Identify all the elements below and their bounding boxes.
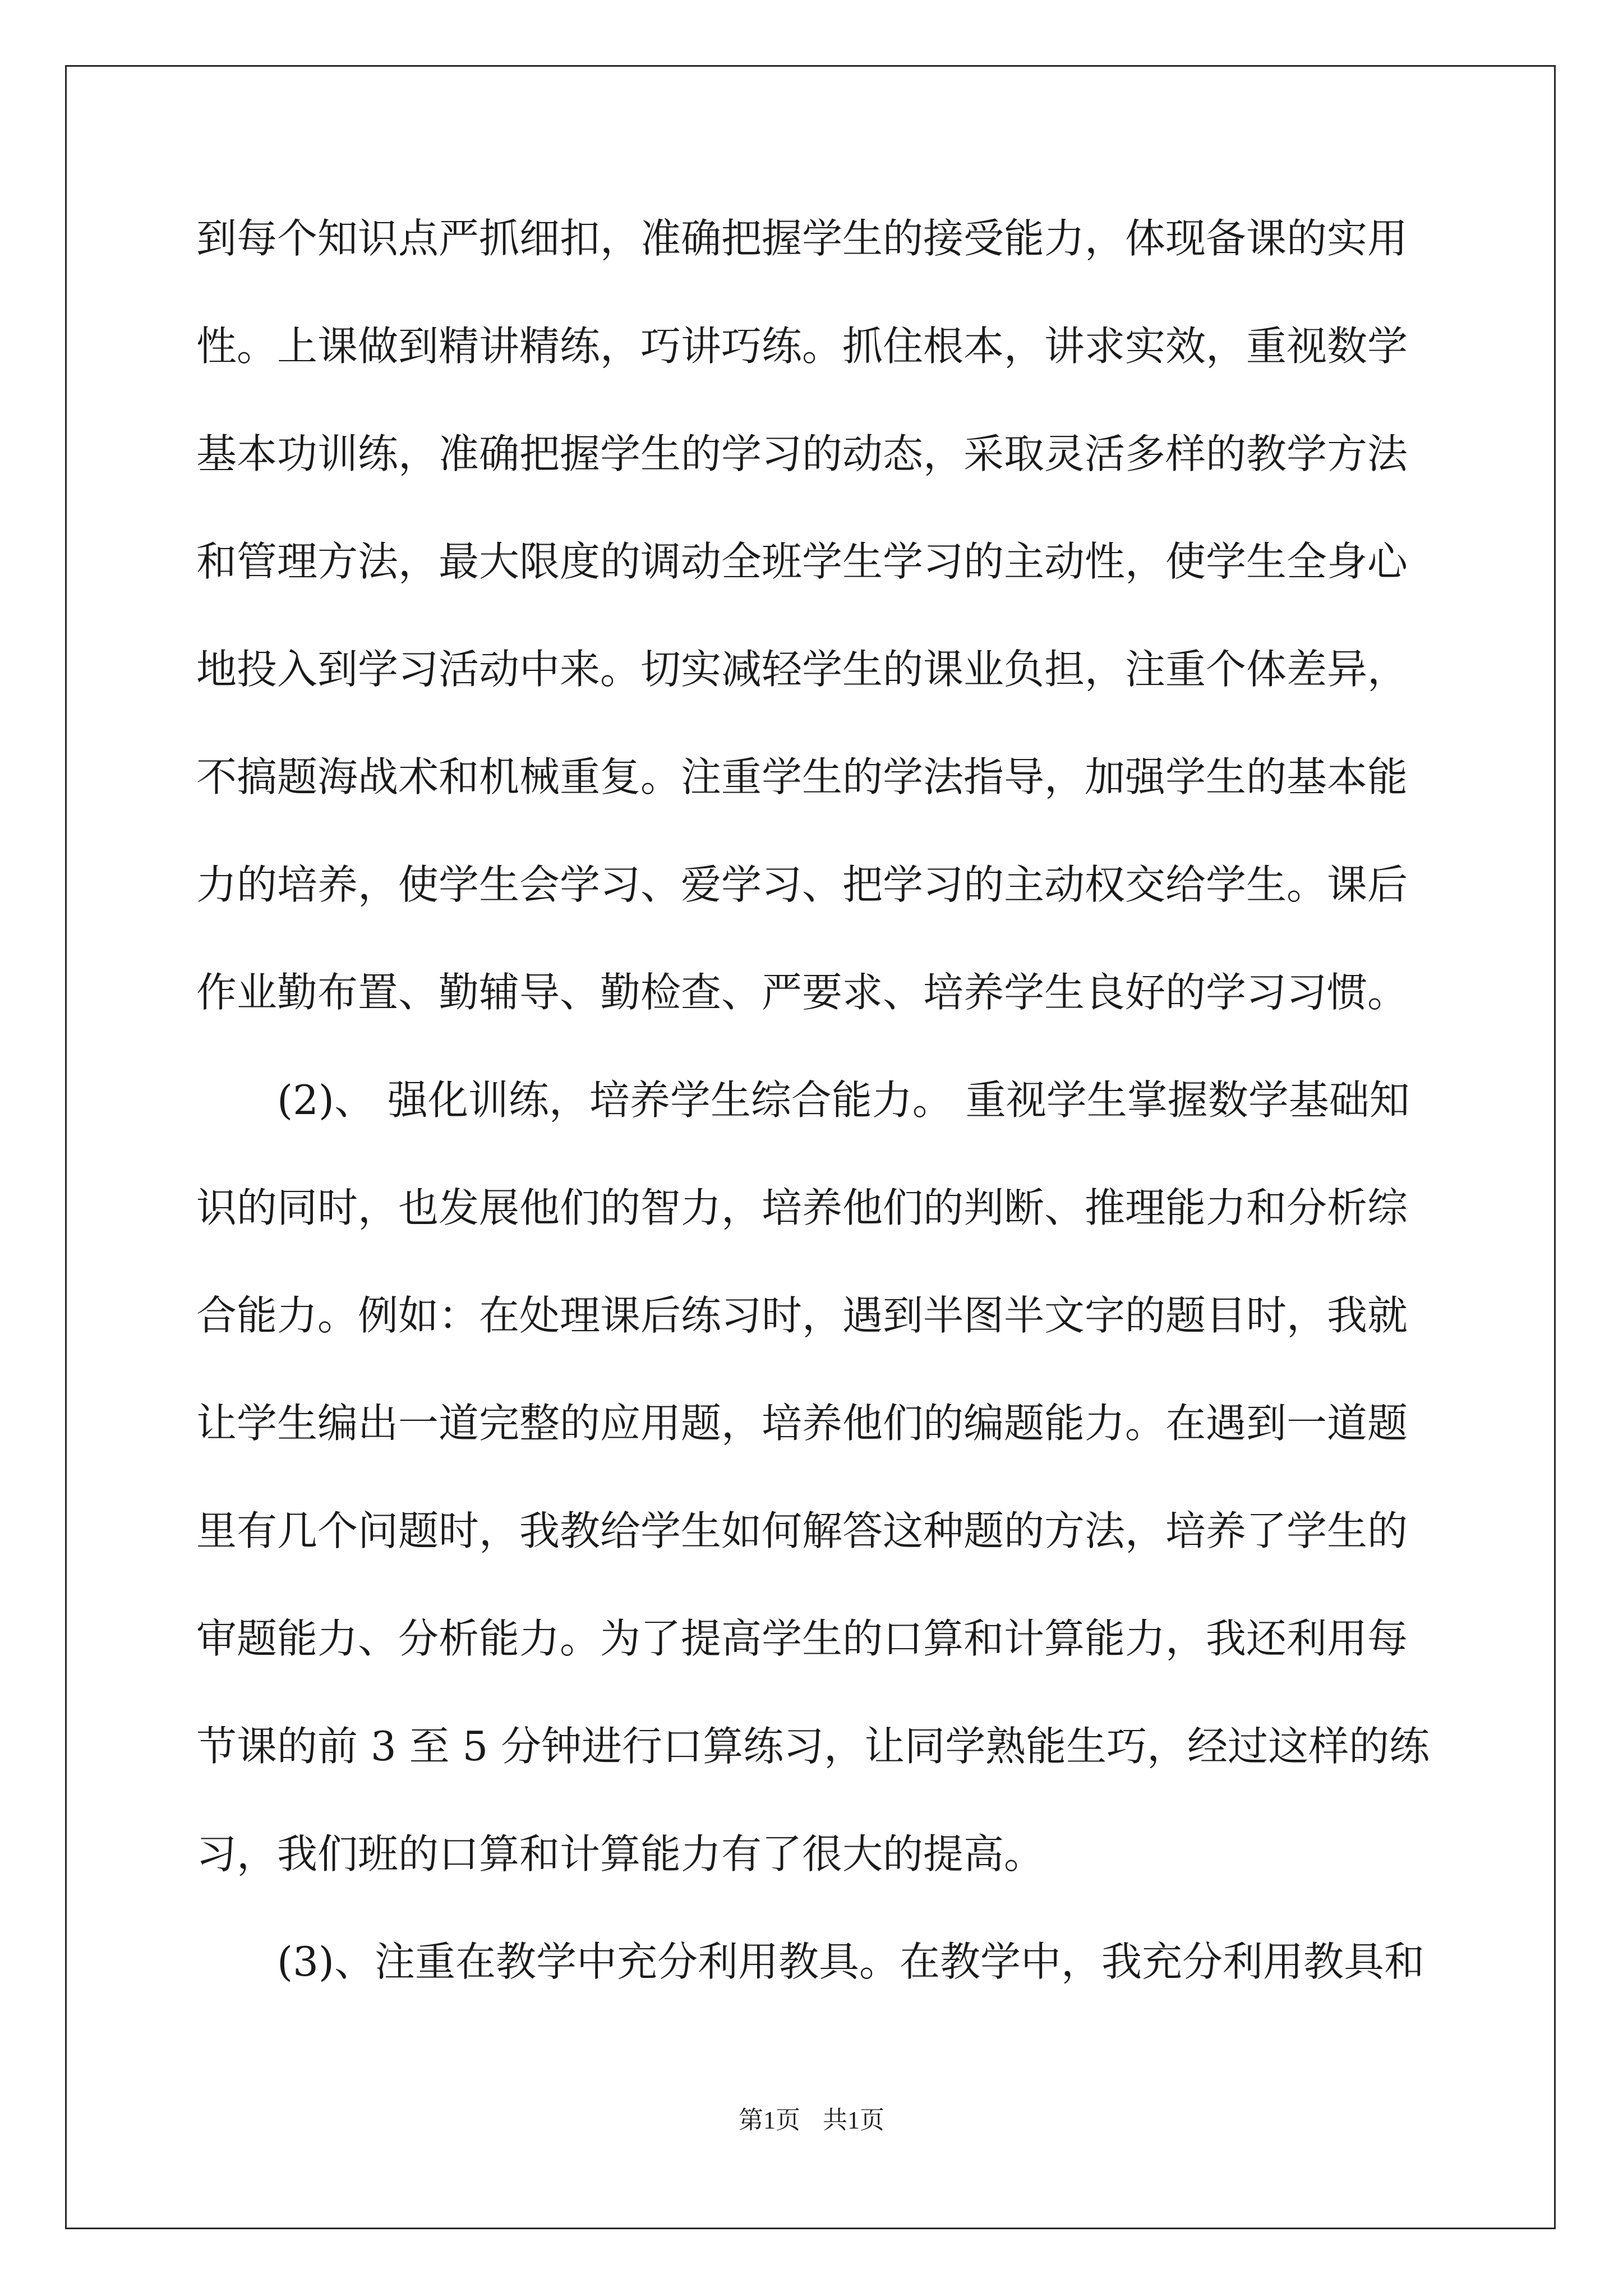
page-total: 共1页 bbox=[823, 2106, 884, 2134]
page-number: 第1页 bbox=[739, 2106, 800, 2134]
text-line: (2)、 强化训练，培养学生综合能力。 重视学生掌握数学基础知 bbox=[277, 1076, 1410, 1124]
text-line: 作业勤布置、勤辅导、勤检查、严要求、培养学生良好的学习习惯。 bbox=[196, 969, 1408, 1016]
text-line: 到每个知识点严抓细扣，准确把握学生的接受能力，体现备课的实用 bbox=[196, 215, 1408, 262]
text-line: 基本功训练，准确把握学生的学习的动态，采取灵活多样的教学方法 bbox=[196, 430, 1408, 477]
text-line: 节课的前 3 至 5 分钟进行口算练习，让同学熟能生巧，经过这样的练 bbox=[196, 1723, 1430, 1770]
text-line: 合能力。例如：在处理课后练习时，遇到半图半文字的题目时，我就 bbox=[196, 1292, 1408, 1339]
text-line: 和管理方法，最大限度的调动全班学生学习的主动性，使学生全身心 bbox=[196, 538, 1408, 585]
document-body bbox=[196, 210, 1430, 2041]
text-line: 里有几个问题时，我教给学生如何解答这种题的方法，培养了学生的 bbox=[196, 1507, 1408, 1554]
page-footer bbox=[0, 2104, 1623, 2137]
text-line: 识的同时，也发展他们的智力，培养他们的判断、推理能力和分析综 bbox=[196, 1184, 1408, 1231]
text-line: 习，我们班的口算和计算能力有了很大的提高。 bbox=[196, 1830, 1045, 1878]
text-line: 地投入到学习活动中来。切实减轻学生的课业负担，注重个体差异， bbox=[196, 646, 1408, 693]
text-line: 性。上课做到精讲精练，巧讲巧练。抓住根本，讲求实效，重视数学 bbox=[196, 323, 1408, 370]
text-line: 力的培养，使学生会学习、爱学习、把学习的主动权交给学生。课后 bbox=[196, 861, 1408, 908]
text-line: 审题能力、分析能力。为了提高学生的口算和计算能力，我还利用每 bbox=[196, 1615, 1408, 1662]
text-line: (3)、注重在教学中充分利用教具。在教学中，我充分利用教具和 bbox=[277, 1938, 1424, 1985]
text-line: 让学生编出一道完整的应用题，培养他们的编题能力。在遇到一道题 bbox=[196, 1400, 1408, 1447]
text-line: 不搞题海战术和机械重复。注重学生的学法指导，加强学生的基本能 bbox=[196, 753, 1408, 800]
